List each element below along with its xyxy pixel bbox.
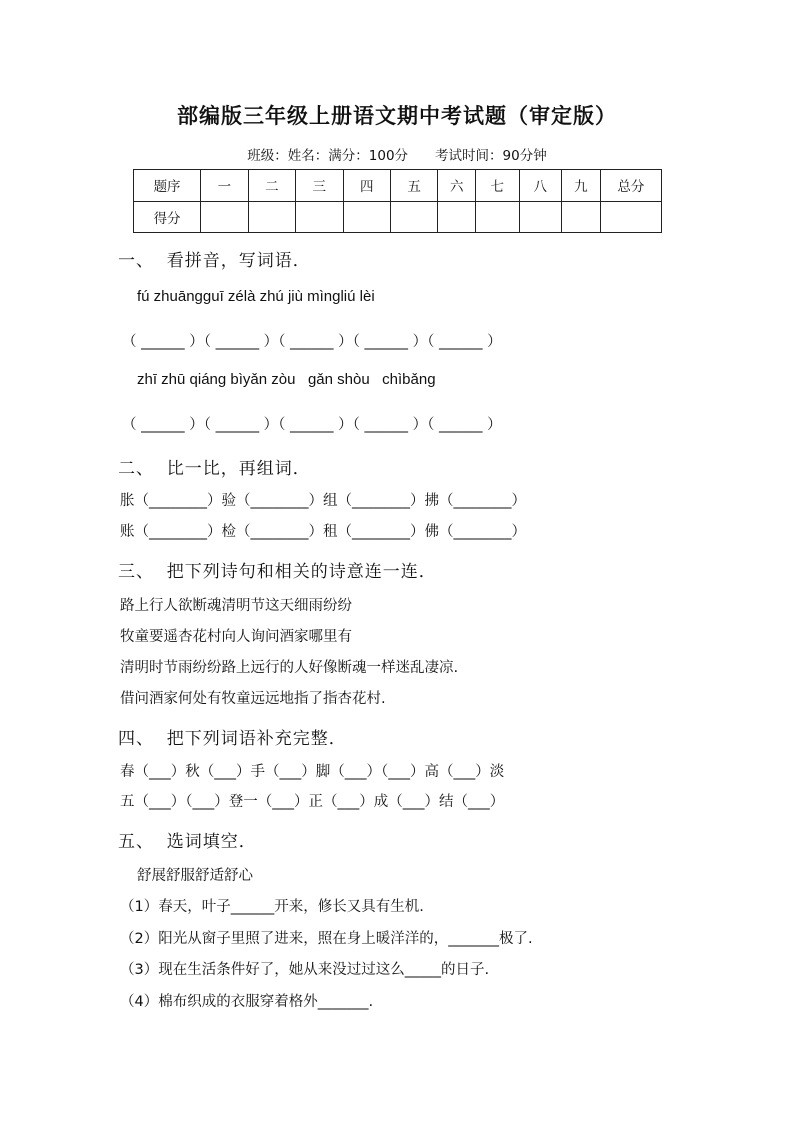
- cell-header: 六: [438, 170, 476, 202]
- section-5-heading: 五、 选词填空．: [118, 832, 257, 852]
- cell-header: 八: [519, 170, 562, 202]
- cell-header: 三: [296, 170, 343, 202]
- score-table: [133, 169, 662, 233]
- compare-row-1[interactable]: 胀（________）验（________）组（________）拂（________）: [120, 493, 526, 509]
- page-title: 部编版三年级上册语文期中考试题（审定版）: [177, 103, 617, 128]
- poem-line-1: 路上行人欲断魂清明节这天细雨纷纷: [120, 598, 352, 614]
- poem-line-4: 借问酒家何处有牧童远远地指了指杏花村.: [120, 691, 386, 707]
- fill-item-4[interactable]: （4）棉布织成的衣服穿着格外_______.: [120, 994, 374, 1010]
- cell-score[interactable]: [600, 201, 661, 233]
- cell-score[interactable]: [438, 201, 476, 233]
- score-table-score-row: [134, 201, 662, 233]
- fill-item-2[interactable]: （2）阳光从窗子里照了进来，照在身上暖洋洋的，_______极了.: [120, 931, 533, 947]
- section-1-heading: 一、 看拼音，写词语．: [118, 251, 311, 271]
- cell-score[interactable]: [343, 201, 390, 233]
- exam-info: 班级：姓名：满分：100分 考试时间：90分钟: [247, 148, 547, 164]
- cell-score[interactable]: [296, 201, 343, 233]
- poem-line-3: 清明时节雨纷纷路上远行的人好像断魂一样迷乱凄凉.: [120, 660, 459, 676]
- compare-row-2[interactable]: 账（________）检（________）租（________）佛（________）: [120, 524, 526, 540]
- score-table-header-row: [134, 170, 662, 202]
- cell-header: 总分: [600, 170, 661, 202]
- idiom-row-1[interactable]: 春（___）秋（___）手（___）脚（___）（___）高（___）淡: [120, 764, 505, 780]
- cell-header: 题序: [134, 170, 201, 202]
- cell-header: 四: [343, 170, 390, 202]
- cell-score[interactable]: [390, 201, 437, 233]
- pinyin-line-2: zhī zhū qiáng bìyǎn zòu gǎn shòu chìbǎng: [137, 371, 436, 388]
- cell-header: 五: [390, 170, 437, 202]
- section-3-heading: 三、 把下列诗句和相关的诗意连一连．: [118, 562, 437, 582]
- idiom-row-2[interactable]: 五（___）（___）登一（___）正（___）成（___）结（___）: [120, 794, 505, 810]
- cell-score[interactable]: [201, 201, 248, 233]
- cell-header: 一: [201, 170, 248, 202]
- poem-line-2: 牧童要遥杏花村向人询问酒家哪里有: [120, 629, 352, 645]
- pinyin-line-1: fú zhuāngguī zélà zhú jiù mìngliú lèi: [137, 288, 375, 305]
- cell-score[interactable]: [562, 201, 601, 233]
- section-4-heading: 四、 把下列词语补充完整．: [118, 729, 347, 749]
- answer-blanks-row-2[interactable]: （ ______ ）（ ______ ）（ ______ ）（ ______ ）（ ______ ）: [122, 417, 502, 433]
- cell-score-label: 得分: [134, 201, 201, 233]
- section-2-heading: 二、 比一比，再组词．: [118, 459, 311, 479]
- cell-header: 九: [562, 170, 601, 202]
- cell-score[interactable]: [248, 201, 295, 233]
- cell-header: 七: [476, 170, 520, 202]
- cell-score[interactable]: [519, 201, 562, 233]
- word-options: 舒展舒服舒适舒心: [137, 868, 253, 884]
- fill-item-3[interactable]: （3）现在生活条件好了，她从来没过过这么_____的日子.: [120, 962, 490, 978]
- answer-blanks-row-1[interactable]: （ ______ ）（ ______ ）（ ______ ）（ ______ ）（ ______ ）: [122, 334, 502, 350]
- cell-score[interactable]: [476, 201, 520, 233]
- fill-item-1[interactable]: （1）春天，叶子______开来，修长又具有生机.: [120, 899, 424, 915]
- cell-header: 二: [248, 170, 295, 202]
